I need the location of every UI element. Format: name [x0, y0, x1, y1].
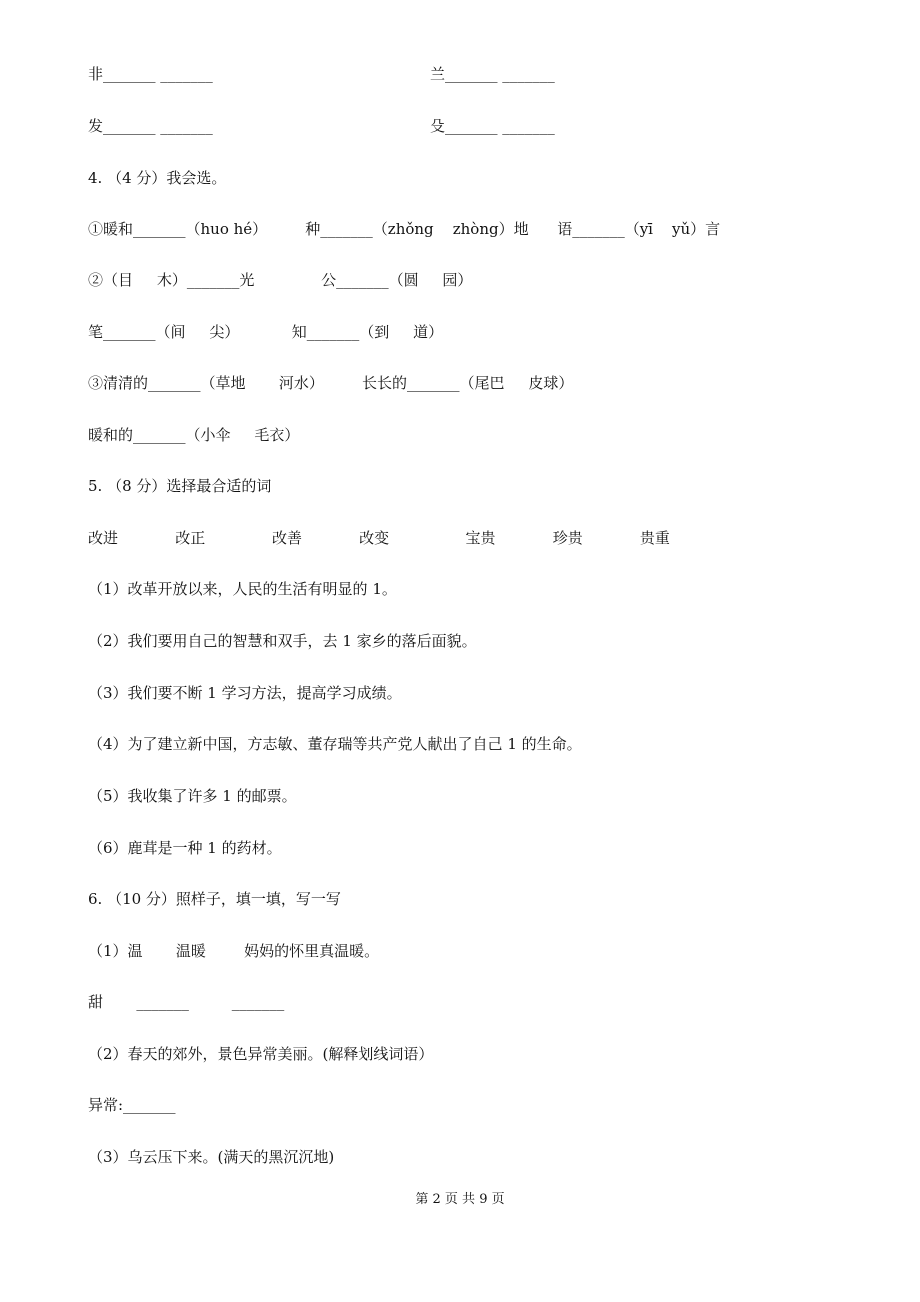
- question-4-line-1: ①暖和_______（huo hé） 种_______（zhǒng zhòng）地 语_______（yī yǔ）言: [88, 220, 721, 238]
- question-5-item-3: （3）我们要不断 1 学习方法，提高学习成绩。: [88, 684, 402, 702]
- question-4-line-4: ③清清的_______（草地 河水） 长长的_______（尾巴 皮球）: [88, 374, 574, 392]
- fill-left-2: 发_______ _______: [88, 117, 213, 135]
- question-5-item-4: （4）为了建立新中国，方志敏、董存瑞等共产党人献出了自己 1 的生命。: [88, 735, 582, 753]
- question-6-item-1-fill: 甜 _______ _______: [88, 993, 285, 1011]
- word-bank: 改进 改正 改善 改变 宝贵 珍贵 贵重: [88, 529, 670, 547]
- question-5-item-2: （2）我们要用自己的智慧和双手，去 1 家乡的落后面貌。: [88, 632, 477, 650]
- question-4-line-2: ②（目 木）_______光 公_______（圆 园）: [88, 271, 473, 289]
- question-5-item-6: （6）鹿茸是一种 1 的药材。: [88, 839, 282, 857]
- fill-left-1: 非_______ _______: [88, 65, 213, 83]
- question-6-item-2-fill: 异常:_______: [88, 1096, 176, 1114]
- question-4-title: 4. （4 分）我会选。: [88, 169, 227, 187]
- question-5-item-1: （1）改革开放以来，人民的生活有明显的 1。: [88, 580, 397, 598]
- fill-right-1: 兰_______ _______: [430, 65, 555, 83]
- page-footer: 第 2 页 共 9 页: [415, 1192, 505, 1207]
- question-4-line-3: 笔_______（间 尖） 知_______（到 道）: [88, 323, 444, 341]
- question-6-item-1: （1）温 温暖 妈妈的怀里真温暖。: [88, 942, 380, 960]
- question-5-title: 5. （8 分）选择最合适的词: [88, 477, 272, 495]
- question-5-item-5: （5）我收集了许多 1 的邮票。: [88, 787, 297, 805]
- question-6-item-3: （3）乌云压下来。(满天的黑沉沉地): [88, 1148, 335, 1166]
- question-4-line-5: 暖和的_______（小伞 毛衣）: [88, 426, 300, 444]
- fill-right-2: 殳_______ _______: [430, 117, 555, 135]
- question-6-title: 6. （10 分）照样子，填一填，写一写: [88, 890, 341, 908]
- question-6-item-2: （2）春天的郊外，景色异常美丽。(解释划线词语）: [88, 1045, 434, 1063]
